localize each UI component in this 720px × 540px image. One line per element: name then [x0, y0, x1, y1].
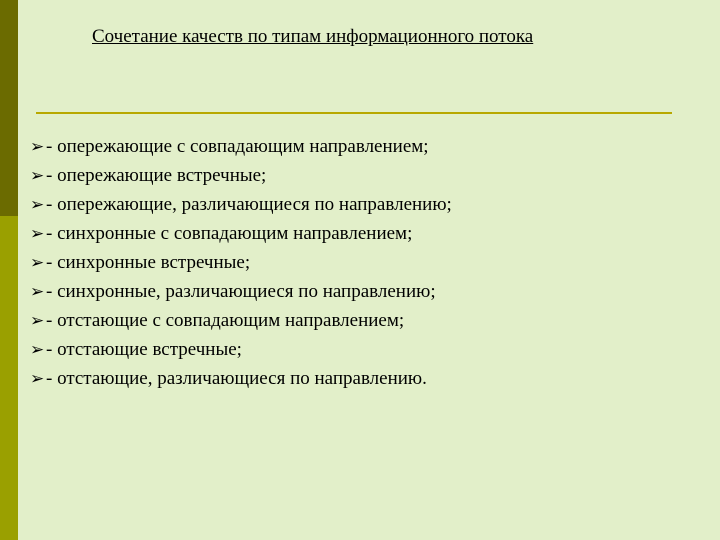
arrowhead-bullet-icon: ➢ [30, 224, 45, 244]
slide-title: Сочетание качеств по типам информационного потока [92, 26, 534, 47]
arrowhead-bullet-icon: ➢ [30, 166, 45, 186]
list-item-text: - опережающие встречные; [46, 165, 267, 186]
arrowhead-bullet-icon: ➢ [30, 282, 45, 302]
list-item [30, 364, 452, 393]
list-item-text: - опережающие с совпадающим направлением; [46, 136, 429, 157]
title-divider [36, 112, 672, 114]
list-item-text: - отстающие встречные; [46, 339, 242, 360]
arrowhead-bullet-icon: ➢ [30, 340, 45, 360]
list-item-text: - синхронные встречные; [46, 252, 251, 273]
list-item [30, 248, 452, 277]
arrowhead-bullet-icon: ➢ [30, 137, 45, 157]
list-item [30, 161, 452, 190]
sidebar-decoration-light [0, 216, 18, 540]
list-item [30, 335, 452, 364]
list-item-text: - отстающие, различающиеся по направлению. [46, 368, 427, 389]
bullet-list [30, 132, 452, 393]
list-item [30, 190, 452, 219]
list-item-text: - синхронные с совпадающим направлением; [46, 223, 413, 244]
list-item [30, 219, 452, 248]
list-item [30, 306, 452, 335]
list-item-text: - синхронные, различающиеся по направлению; [46, 281, 436, 302]
arrowhead-bullet-icon: ➢ [30, 253, 45, 273]
arrowhead-bullet-icon: ➢ [30, 369, 45, 389]
list-item-text: - отстающие с совпадающим направлением; [46, 310, 405, 331]
list-item [30, 277, 452, 306]
arrowhead-bullet-icon: ➢ [30, 195, 45, 215]
list-item-text: - опережающие, различающиеся по направлению; [46, 194, 452, 215]
list-item [30, 132, 452, 161]
arrowhead-bullet-icon: ➢ [30, 311, 45, 331]
